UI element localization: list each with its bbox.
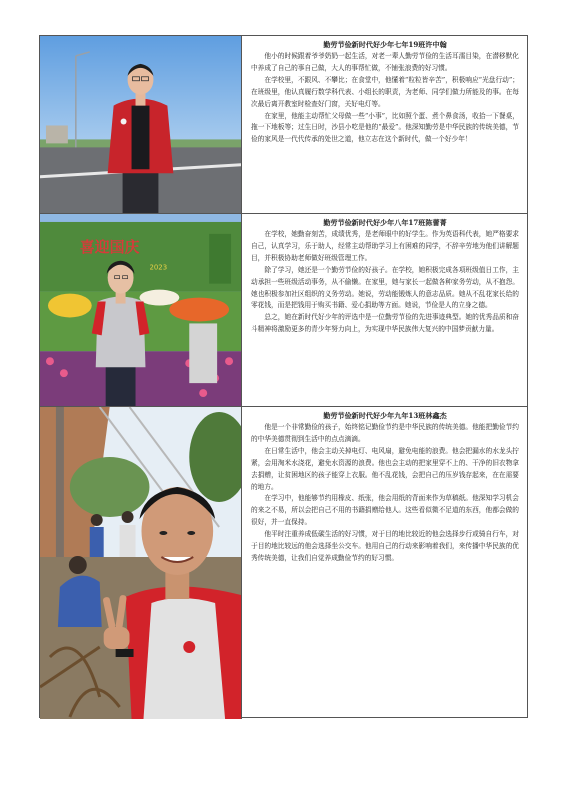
table-row (40, 36, 527, 214)
profile-paragraph: 在家里，他能主动帮忙父母做一些“小事”，比如照个蛋、煮个鼻食汤，收拾一下餐桌，拖一下地板等；过生日时，沙县小吃是他的“最爱”。他深知勤劳是中华民族的传统美德，节俭的家风是一代代传承的处世之道，他立志在这个新时代，做一个好少年！ (251, 111, 519, 144)
profile-paragraph: 他平时注重养成低碳生活的好习惯，对于目的地比较近的他会选择步行或骑自行车，对于目的地比较远的他会选择坐公交车。他用自己的行动来影响着我们，来传播中华民族的优秀传统美德，让我们自觉养成勤俭节约的好习惯。 (251, 530, 519, 562)
student-photo-1-image (40, 36, 241, 213)
student-photo-1 (40, 36, 242, 213)
banner-year: 2023 (149, 263, 168, 272)
profile-title: 勤劳节俭新时代好少年九年13班林鑫杰 (323, 411, 447, 420)
profile-text-3 (251, 410, 519, 717)
table-row (40, 214, 527, 407)
profile-paragraph: 他小的时候跟着爷爷奶奶一起生活，对老一辈人勤劳节俭的生活耳濡目染，在潜移默化中养成了自己的事自己做，大人的事帮忙做，不铺张浪费的好习惯。 (251, 52, 519, 72)
student-photo-3 (40, 407, 242, 719)
profile-table (39, 35, 528, 718)
profile-title: 勤劳节俭新时代好少年八年17班陈蕾菁 (323, 218, 447, 227)
profile-text-1 (251, 39, 519, 211)
profile-paragraph: 总之，她在新时代好少年的评选中是一位勤劳节俭的先进事迹典型。她的优秀品质和奋斗精神将激励更多的青少年努力向上，为实现中华民族伟大复兴的中国梦贡献力量。 (251, 313, 519, 334)
profile-paragraph: 在学校，她勤奋刻苦，成绩优秀，是老师眼中的好学生。作为英语科代表，她严格要求自己，认真学习，乐于助人，经常主动帮助学习上有困难的同学，不辞辛劳地为他们讲解题目，并积极协助老师做好班级管理工作。 (251, 230, 519, 262)
student-photo-2 (40, 214, 242, 406)
profile-paragraph: 在学习中，他能够节约用橡皮、纸张，他会用纸的背面来作为草稿纸。他深知学习机会的来之不易，所以会把自己不用的书籍捐赠给他人。这些看似微不足道的东西，他都会做的很好，并一直保持。 (251, 494, 519, 527)
banner-text: 喜迎国庆 (79, 237, 140, 256)
profile-paragraph: 除了学习，她还是一个勤劳节俭的好孩子。在学校，她积极完成各项班级值日工作，主动承担一些班级活动事务，从不偷懒。在家里，她与家长一起做各种家务劳动，从不抱怨。她也积极参加社区组织的义务劳动。她说，劳动能锻炼人的意志品质。她从不乱花家长给的零花钱，而是把钱用于购买书籍、爱心捐助等方面。她说，节俭是人的立身之德。 (251, 265, 519, 310)
student-photo-3-image (40, 407, 241, 719)
student-photo-2-image (40, 214, 241, 406)
profile-paragraph: 在学校里，不跟风、不攀比；在食堂中，他懂着“粒粒皆辛苦”，积极响应“光盘行动”；在班级里，他认真履行数学科代表、小组长的职责，为老师、同学们做力所能及的事。在每次最后离开教室时检查好门窗，关好电灯等。 (251, 75, 519, 108)
profile-text-2 (251, 217, 519, 404)
profile-paragraph: 他是一个非常勤俭的孩子，始终铭记勤俭节约是中华民族的传统美德。他能把勤俭节约的中华美德贯彻到生活中的点点滴滴。 (251, 423, 519, 443)
profile-paragraph: 在日常生活中，他会主动关掉电灯、电风扇，避免电能的浪费。他会把漏水的水龙头拧紧，会用淘米水浇花，避免水资源的浪费。他也会主动的把家里穿不上的、干净的旧衣物拿去捐赠，让贫困地区的孩子能穿上衣服。他不乱花钱，会把自己的压岁钱存起来，在在需要的地方。 (251, 446, 519, 491)
profile-title: 勤劳节俭新时代好少年七年19班许中翰 (323, 40, 447, 49)
table-row (40, 407, 527, 719)
